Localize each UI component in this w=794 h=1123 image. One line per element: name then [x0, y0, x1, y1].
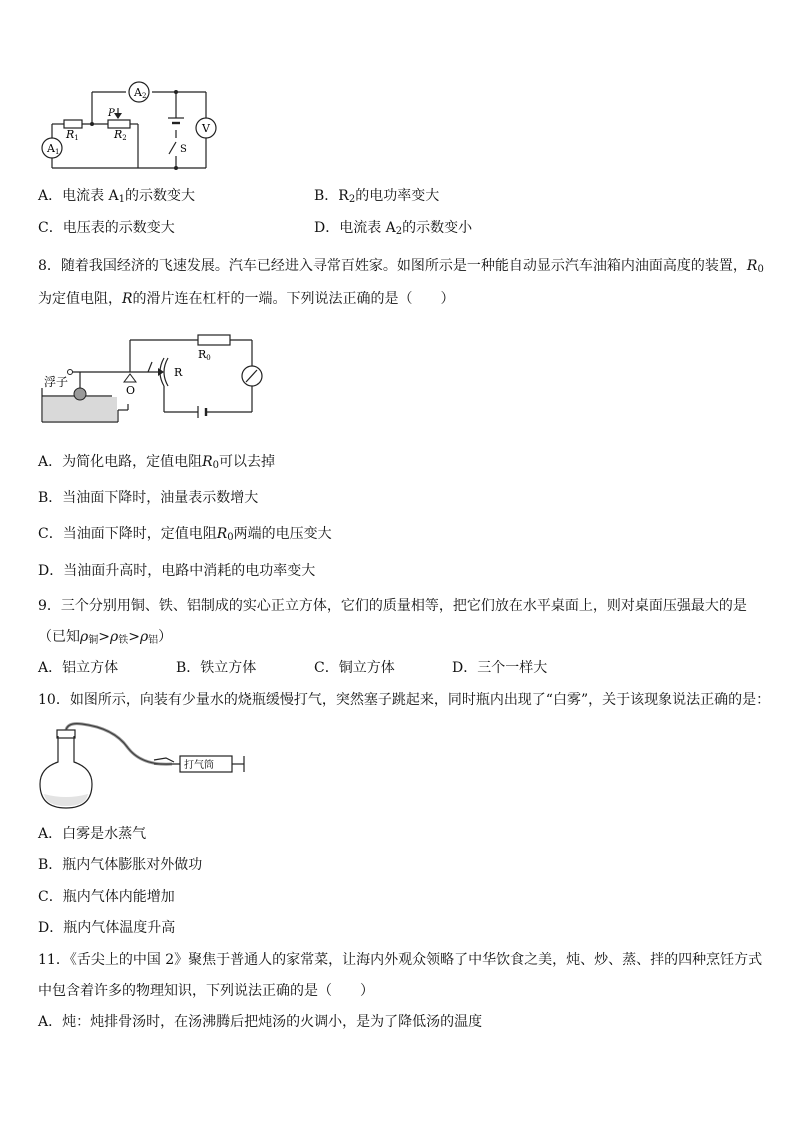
- q11-stem-line2: 中包含着许多的物理知识，下列说法正确的是（ ）: [38, 983, 374, 999]
- q9-option-b[interactable]: B．铁立方体: [176, 660, 257, 676]
- q10-stem: 10．如图所示，向装有少量水的烧瓶缓慢打气，突然塞子跳起来，同时瓶内出现了“白雾”，关于该现象说法正确的是：: [38, 692, 771, 708]
- q9-condition: （已知$\rho_铜>\rho_铁>\rho_铝$）: [38, 629, 173, 646]
- float-ball: [74, 388, 86, 400]
- q7-option-d[interactable]: D．电流表 $A_2$的示数变小: [314, 220, 473, 237]
- r0-label: R0: [198, 348, 211, 362]
- q8-option-a[interactable]: A．为简化电路，定值电阻$R_0$可以去掉: [38, 454, 276, 471]
- q9-option-a[interactable]: A．铝立方体: [38, 660, 119, 676]
- ammeter-a1-label: A1: [47, 142, 60, 156]
- q8-fuel-gauge-diagram: [38, 330, 268, 426]
- q10-option-b[interactable]: B．瓶内气体膨胀对外做功: [38, 857, 203, 873]
- r2-label: R2: [114, 128, 127, 142]
- q8-stem-line1: 8．随着我国经济的飞速发展。汽车已经进入寻常百姓家。如图所示是一种能自动显示汽车油箱内油面高度的装置，$R_0$: [38, 258, 764, 275]
- q11-stem-line1: 11．《舌尖上的中国 2》聚焦于普通人的家常菜，让海内外观众领略了中华饮食之美，炖、炒、蒸、拌的四种烹饪方式: [38, 952, 763, 968]
- float-label: 浮子: [44, 375, 69, 389]
- pivot-o-label: O: [126, 384, 136, 397]
- slider-arrow-icon: [114, 113, 122, 119]
- q9-option-d[interactable]: D．三个一样大: [452, 660, 548, 676]
- ammeter-a2-label: A2: [134, 86, 147, 100]
- slider-p-label: P: [108, 108, 115, 119]
- pivot-icon: [124, 374, 136, 382]
- q7-option-b[interactable]: B．$R_2$的电功率变大: [314, 188, 440, 205]
- q10-flask-pump-diagram: [38, 722, 258, 810]
- oil-tank-fill: [43, 397, 117, 421]
- r1-label: R1: [66, 128, 79, 142]
- q11-option-a[interactable]: A．炖：炖排骨汤时，在汤沸腾后把炖汤的火调小，是为了降低汤的温度: [38, 1014, 483, 1030]
- q7-option-c[interactable]: C．电压表的示数变大: [38, 220, 175, 236]
- q9-option-c[interactable]: C．铜立方体: [314, 660, 395, 676]
- q10-option-c[interactable]: C．瓶内气体内能增加: [38, 889, 175, 905]
- q10-option-d[interactable]: D．瓶内气体温度升高: [38, 920, 176, 936]
- q9-stem: 9．三个分别用铜、铁、铝制成的实心正立方体，它们的质量相等，把它们放在水平桌面上，则对桌面压强最大的是: [38, 598, 747, 614]
- q8-option-c[interactable]: C．当油面下降时，定值电阻$R_0$两端的电压变大: [38, 526, 332, 543]
- q8-stem-line2: 为定值电阻，R的滑片连在杠杆的一端。下列说法正确的是（ ）: [38, 291, 455, 307]
- switch-s-label: S: [180, 144, 187, 155]
- q7-circuit-diagram: [36, 76, 220, 172]
- q7-option-a[interactable]: A．电流表 $A_1$的示数变大: [38, 188, 196, 205]
- q10-option-a[interactable]: A．白雾是水蒸气: [38, 826, 147, 842]
- q8-option-d[interactable]: D．当油面升高时，电路中消耗的电功率变大: [38, 563, 316, 579]
- voltmeter-label: V: [202, 122, 210, 135]
- r-label: R: [174, 366, 183, 379]
- pump-label: 打气筒: [184, 760, 214, 771]
- q8-option-b[interactable]: B．当油面下降时，油量表示数增大: [38, 490, 259, 506]
